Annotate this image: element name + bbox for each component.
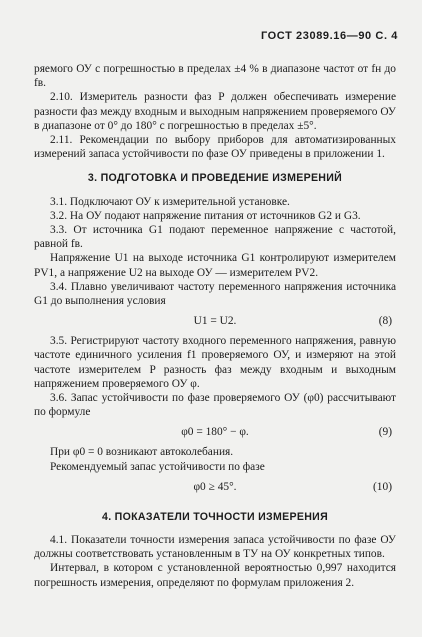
equation-9-formula: φ0 = 180° − φ. [181,426,249,439]
paragraph-2-9-cont: ряемого ОУ с погрешностью в пределах ±4 % в диапазоне частот от fн до fв. [34,63,396,90]
paragraph-3-4: 3.4. Плавно увеличивают частоту переменного напряжения источника G1 до выполнения условия [34,280,396,308]
paragraph-2-10: 2.10. Измеритель разности фаз P должен обеспечивать измерение разности фаз между входным и выходным напряжением проверяемого ОУ в диапазоне от 0° до 180° с погрешностью в пределах ±5°. [34,91,396,132]
paragraph-3-3-voltage: Напряжение U1 на выходе источника G1 контролируют измерителем PV1, а напряжение U2 на выходе ОУ — измерителем PV2. [34,252,396,279]
equation-8-number: (8) [378,315,392,328]
section-4-heading: 4. ПОКАЗАТЕЛИ ТОЧНОСТИ ИЗМЕРЕНИЯ [102,510,328,523]
paragraph-3-3: 3.3. От источника G1 подают переменное напряжение с частотой, равной fв. [34,224,396,251]
paragraph-2-11: 2.11. Рекомендации по выбору приборов для автоматизированных измерений запаса устойчивости по фазе ОУ приведены в приложении 1. [34,134,396,161]
equation-8-formula: U1 = U2. [193,315,237,328]
equation-9 [34,419,396,445]
paragraph-3-6-note: При φ0 = 0 возникают автоколебания. [50,446,234,459]
equation-9-number: (9) [378,426,392,439]
equation-8 [34,308,396,334]
paragraph-3-6: 3.6. Запас устойчивости по фазе проверяемого ОУ (φ0) рассчитывают по формуле [34,392,396,419]
body-text [34,62,396,590]
equation-10 [34,474,396,500]
paragraph-4-1: 4.1. Показатели точности измерения запаса устойчивости по фазе ОУ должны соответствовать установленным в ТУ на ОУ конкретных типов. [34,534,396,561]
section-3-heading: 3. ПОДГОТОВКА И ПРОВЕДЕНИЕ ИЗМЕРЕНИЙ [87,172,343,185]
paragraph-3-1: 3.1. Подключают ОУ к измерительной установке. [50,195,290,208]
equation-10-formula: φ0 ≥ 45°. [193,480,237,493]
paragraph-3-2: 3.2. На ОУ подают напряжение питания от источников G2 и G3. [50,209,361,222]
page-header: ГОСТ 23089.16—90 С. 4 [260,30,398,42]
paragraph-4-1-interval: Интервал, в котором с установленной вероятностью 0,997 находится погрешность измерения, определяют по формулам приложения 2. [34,562,396,589]
paragraph-3-5: 3.5. Регистрируют частоту входного переменного напряжения, равную частоте единичного усиления f1 проверяемого ОУ, и измеряют на этой частоте измерителем P разность фаз между входным и выходным напряжением проверяемого ОУ φ. [34,335,396,390]
paragraph-3-6-recommend: Рекомендуемый запас устойчивости по фазе [50,460,265,473]
equation-10-number: (10) [373,480,392,493]
